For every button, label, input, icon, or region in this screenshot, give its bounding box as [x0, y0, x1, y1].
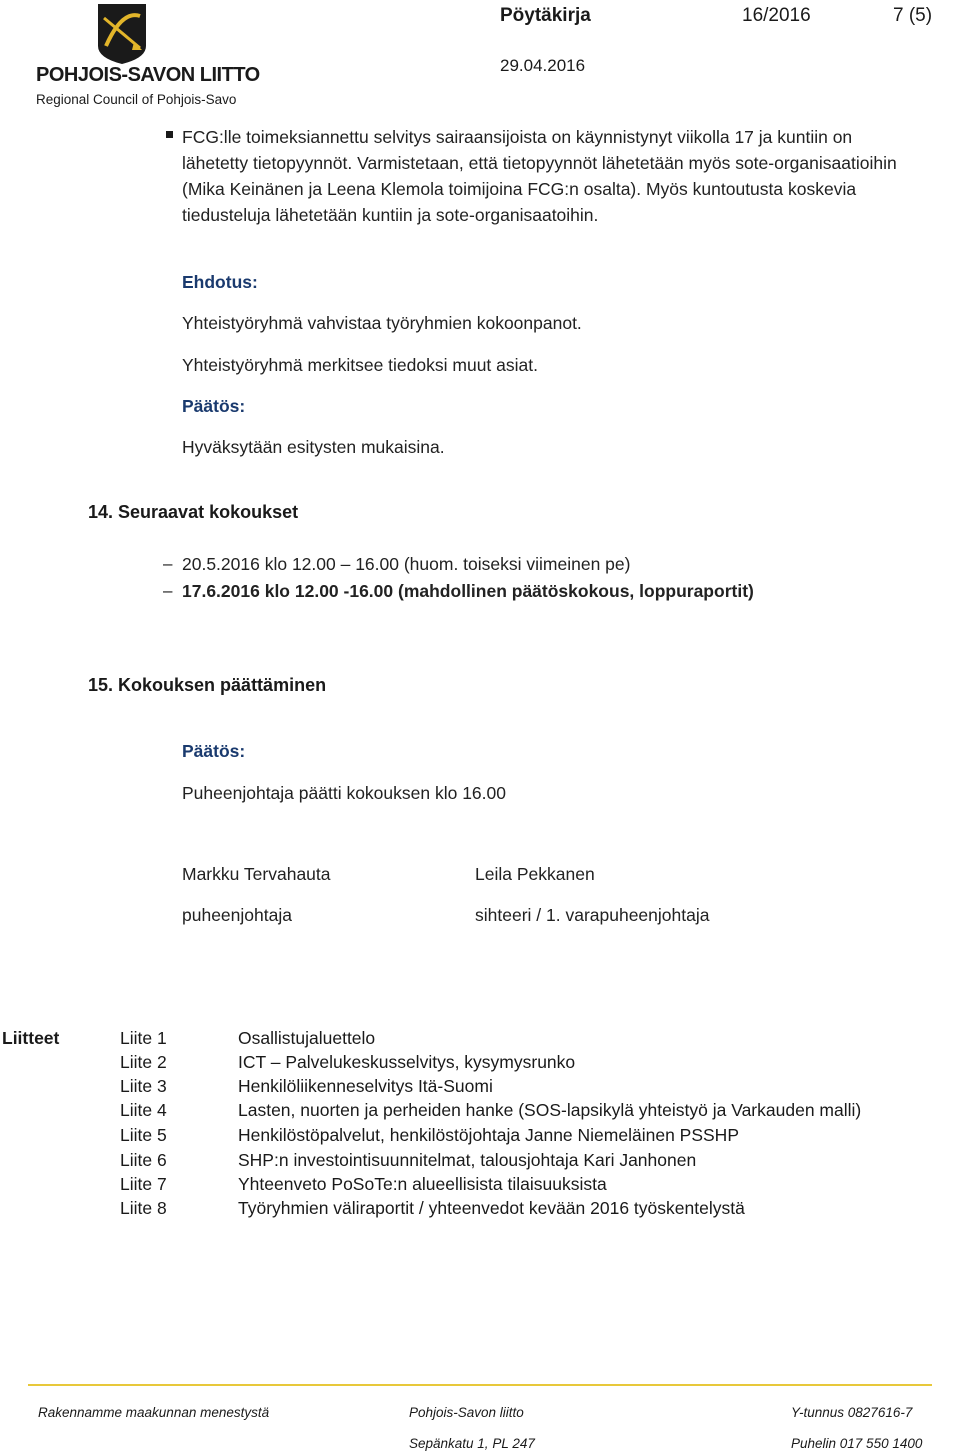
proposal-line: Yhteistyöryhmä merkitsee tiedoksi muut asiat. [182, 355, 538, 375]
attachment-number: Liite 5 [120, 1125, 167, 1145]
attachment-title: Työryhmien väliraportit / yhteenvedot kevään 2016 työskentelystä [238, 1198, 745, 1218]
dash-marker: – [163, 554, 173, 573]
proposal-line: Yhteistyöryhmä vahvistaa työryhmien kokoonpanot. [182, 313, 582, 333]
footer-address: Sepänkatu 1, PL 247 [409, 1436, 535, 1451]
attachments-heading: Liitteet [2, 1028, 60, 1048]
footer-divider [28, 1384, 932, 1386]
attachment-title: ICT – Palvelukeskusselvitys, kysymysrunko [238, 1052, 576, 1072]
document-type: Pöytäkirja [500, 5, 591, 26]
decision-label: Päätös: [182, 396, 246, 416]
attachment-row [0, 1125, 960, 1149]
attachment-number: Liite 2 [120, 1052, 167, 1072]
footer-business-id: Y-tunnus 0827616-7 [791, 1405, 913, 1420]
attachment-title: Yhteenveto PoSoTe:n alueellisista tilaisuuksista [238, 1174, 607, 1194]
attachment-title: Osallistujaluettelo [238, 1028, 376, 1048]
footer-org: Pohjois-Savon liitto [409, 1405, 524, 1420]
attachment-number: Liite 7 [120, 1174, 167, 1194]
document-date: 29.04.2016 [500, 56, 586, 75]
attachment-row [0, 1052, 960, 1076]
attachment-row [0, 1028, 960, 1052]
page-number: 7 (5) [893, 5, 933, 26]
attachment-title: Lasten, nuorten ja perheiden hanke (SOS-lapsikylä yhteistyö ja Varkauden malli) [238, 1100, 862, 1120]
section-heading-next-meetings: 14. Seuraavat kokoukset [88, 502, 299, 522]
org-logo [36, 2, 260, 110]
decision-label: Päätös: [182, 741, 246, 761]
footer-slogan: Rakennamme maakunnan menestystä [38, 1405, 270, 1420]
closing-text: Puheenjohtaja päätti kokouksen klo 16.00 [182, 783, 506, 803]
meeting-date-item: 20.5.2016 klo 12.00 – 16.00 (huom. toiseksi viimeinen pe) [182, 554, 631, 574]
attachment-title: Henkilöliikenneselvitys Itä-Suomi [238, 1076, 493, 1096]
attachment-number: Liite 4 [120, 1100, 167, 1120]
attachment-row [0, 1174, 960, 1198]
attachment-number: Liite 1 [120, 1028, 167, 1048]
attachment-number: Liite 6 [120, 1150, 167, 1170]
attachment-title: Henkilöstöpalvelut, henkilöstöjohtaja Janne Niemeläinen PSSHP [238, 1125, 739, 1145]
attachment-row [0, 1198, 960, 1222]
attachment-number: Liite 8 [120, 1198, 167, 1218]
attachment-title: SHP:n investointisuunnitelmat, talousjohtaja Kari Janhonen [238, 1150, 697, 1170]
signer-name: Markku Tervahauta [182, 864, 331, 884]
org-subtitle: Regional Council of Pohjois-Savo [36, 92, 237, 107]
attachment-row [0, 1076, 960, 1100]
proposal-label: Ehdotus: [182, 272, 258, 292]
org-name: POHJOIS-SAVON LIITTO [36, 64, 260, 86]
signer-role: puheenjohtaja [182, 905, 292, 925]
attachment-row [0, 1100, 960, 1124]
dash-marker: – [163, 581, 173, 600]
signer-name: Leila Pekkanen [475, 864, 595, 884]
document-number: 16/2016 [742, 5, 811, 26]
bullet-paragraph: FCG:lle toimeksiannettu selvitys sairaansijoista on käynnistynyt viikolla 17 ja kuntiin on lähetetty tietopyynnöt. Varmistetaan, että tietopyynnöt lähetetään myös sote-organisaatioihin (Mika Keinänen ja Leena Klemola toimijoina FCG:n osalta). Myös kuntoutusta koskevia tiedusteluja lähetetään kuntiin ja sote-organisaatoihin. [182, 127, 897, 225]
signer-role: sihteeri / 1. varapuheenjohtaja [475, 905, 710, 925]
meeting-date-item: 17.6.2016 klo 12.00 -16.00 (mahdollinen päätöskokous, loppuraportit) [182, 581, 754, 601]
attachment-row [0, 1150, 960, 1174]
section-heading-closing: 15. Kokouksen päättäminen [88, 675, 327, 695]
decision-text: Hyväksytään esitysten mukaisina. [182, 437, 445, 457]
footer-phone: Puhelin 017 550 1400 [791, 1436, 923, 1451]
attachment-number: Liite 3 [120, 1076, 167, 1096]
bullet-marker [166, 131, 173, 138]
